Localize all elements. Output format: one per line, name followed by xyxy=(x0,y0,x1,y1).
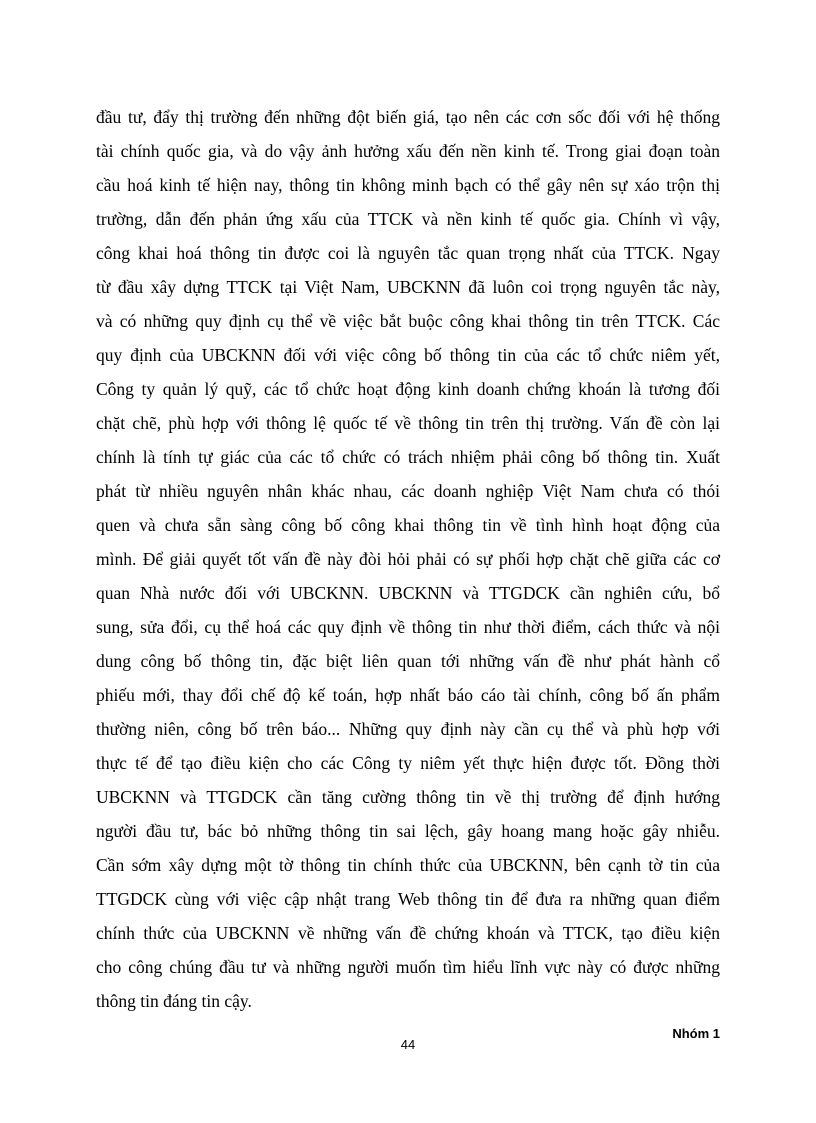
text-line: công khai hoá thông tin được coi là nguyên tắc quan trọng nhất của TTCK. Ngay xyxy=(96,243,720,263)
text-line: TTGDCK cùng với việc cập nhật trang Web thông tin để đưa ra những quan điểm xyxy=(96,889,720,909)
text-line: chính là tính tự giác của các tổ chức có trách nhiệm phải công bố thông tin. Xuất xyxy=(96,447,720,467)
text-line: và có những quy định cụ thể về việc bắt buộc công khai thông tin trên TTCK. Các xyxy=(96,311,720,331)
text-line: UBCKNN và TTGDCK cần tăng cường thông tin về thị trường để định hướng xyxy=(96,787,720,807)
text-line: chính thức của UBCKNN về những vấn đề chứng khoán và TTCK, tạo điều kiện xyxy=(96,923,720,943)
text-line: thường niên, công bố trên báo... Những quy định này cần cụ thể và phù hợp với xyxy=(96,719,720,739)
text-line: Công ty quản lý quỹ, các tổ chức hoạt động kinh doanh chứng khoán là tương đối xyxy=(96,379,720,399)
text-line: thực tế để tạo điều kiện cho các Công ty niêm yết thực hiện được tốt. Đồng thời xyxy=(96,753,720,773)
text-line: sung, sửa đổi, cụ thể hoá các quy định về thông tin như thời điểm, cách thức và nội xyxy=(96,617,720,637)
text-line: cho công chúng đầu tư và những người muốn tìm hiểu lĩnh vực này có được những xyxy=(96,957,720,977)
text-line: thông tin đáng tin cậy. xyxy=(96,991,252,1011)
text-line: từ đầu xây dựng TTCK tại Việt Nam, UBCKNN đã luôn coi trọng nguyên tắc này, xyxy=(96,277,720,297)
text-line: chặt chẽ, phù hợp với thông lệ quốc tế về thông tin trên thị trường. Vấn đề còn lại xyxy=(96,413,720,433)
text-line: quen và chưa sẵn sàng công bố công khai thông tin về tình hình hoạt động của xyxy=(96,515,720,535)
text-line: quan Nhà nước đối với UBCKNN. UBCKNN và TTGDCK cần nghiên cứu, bổ xyxy=(96,583,720,603)
text-line: người đầu tư, bác bỏ những thông tin sai lệch, gây hoang mang hoặc gây nhiễu. xyxy=(96,821,720,841)
text-line: dung công bố thông tin, đặc biệt liên quan tới những vấn đề như phát hành cổ xyxy=(96,651,720,671)
page-number: 44 xyxy=(400,1037,416,1052)
text-line: tài chính quốc gia, và do vậy ảnh hưởng xấu đến nền kinh tế. Trong giai đoạn toàn xyxy=(96,141,720,161)
text-line: cầu hoá kinh tế hiện nay, thông tin không minh bạch có thể gây nên sự xáo trộn thị xyxy=(96,175,720,195)
body-paragraph xyxy=(96,100,720,1018)
text-line: mình. Để giải quyết tốt vấn đề này đòi hỏi phải có sự phối hợp chặt chẽ giữa các cơ xyxy=(96,549,720,569)
text-line: đầu tư, đẩy thị trường đến những đột biến giá, tạo nên các cơn sốc đối với hệ thống xyxy=(96,107,720,127)
text-line: trường, dẫn đến phản ứng xấu của TTCK và nền kinh tế quốc gia. Chính vì vậy, xyxy=(96,209,720,229)
footer-group-label: Nhóm 1 xyxy=(672,1026,720,1041)
text-line: Cần sớm xây dựng một tờ thông tin chính thức của UBCKNN, bên cạnh tờ tin của xyxy=(96,855,720,875)
text-line: phát từ nhiều nguyên nhân khác nhau, các doanh nghiệp Việt Nam chưa có thói xyxy=(96,481,720,501)
text-line: phiếu mới, thay đổi chế độ kế toán, hợp nhất báo cáo tài chính, công bố ấn phẩm xyxy=(96,685,720,705)
text-line: quy định của UBCKNN đối với việc công bố thông tin của các tổ chức niêm yết, xyxy=(96,345,720,365)
